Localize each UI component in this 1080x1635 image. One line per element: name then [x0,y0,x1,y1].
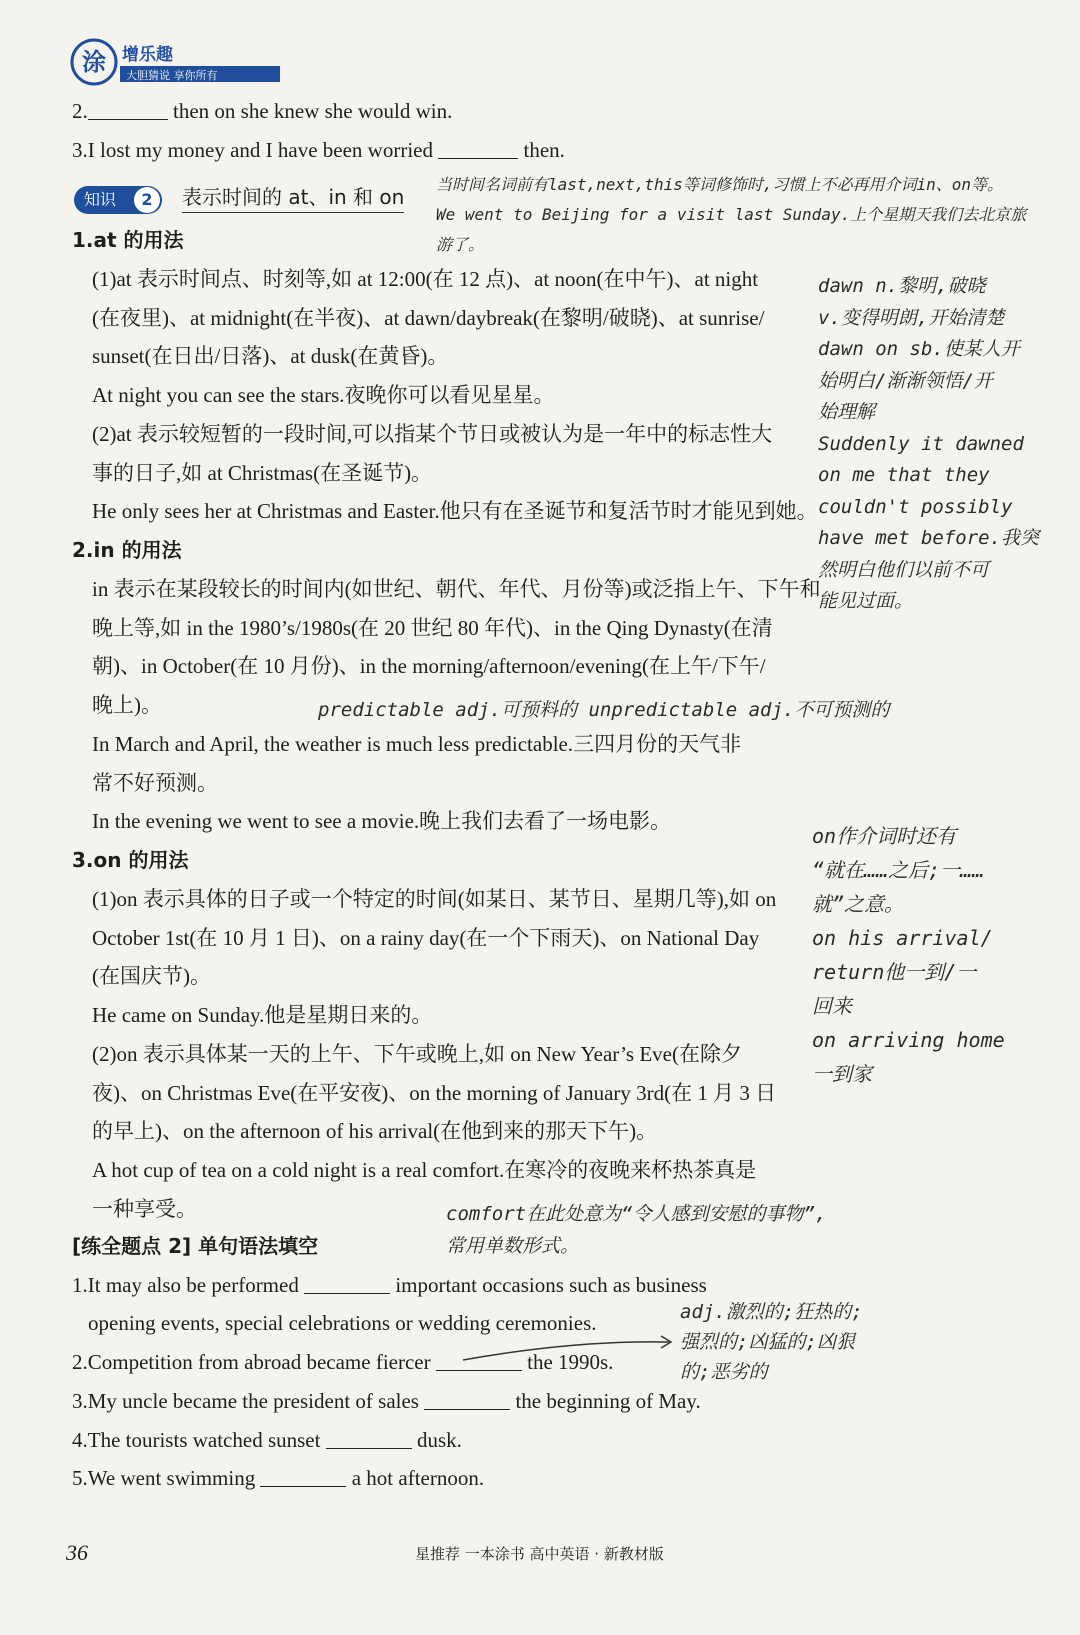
body-line: In the evening we went to see a movie.晚上我们去看了一场电影。 [92,809,672,834]
body-line: (1)at 表示时间点、时刻等,如 at 12:00(在 12 点)、at noon(在中午)、at night [92,266,759,291]
handwritten-note-line: adj.激烈的;狂热的; [680,1301,863,1323]
body-line: 朝)、in October(在 10 月份)、in the morning/afternoon/evening(在上午/下午/ [92,654,766,679]
note-top-1: 当时间名词前有last,next,this等词修饰时,习惯上不必再用介词in、on等。 [436,175,1004,194]
handwritten-note-line: 强烈的;凶猛的;凶狠 [680,1331,855,1353]
top-line-2 [72,96,452,126]
note-top-3: 游了。 [436,235,485,254]
handwritten-note-line: on作介词时还有 [812,824,957,848]
practice-text: 3.My uncle became the president of sales [72,1389,425,1413]
practice-text: 5.We went swimming [72,1466,261,1490]
handwritten-note-line: 能见过面。 [818,590,914,612]
practice-text: 1.It may also be performed [72,1273,305,1297]
handwritten-note-line: 一到家 [812,1062,872,1086]
practice-item [72,1463,484,1493]
body-line: October 1st(在 10 月 1 日)、on a rainy day(在一个下雨天)、on National Day [92,925,760,950]
handwritten-note-line: dawn n.黎明,破晓 [818,275,986,297]
section-title: 表示时间的 at、in 和 on [182,182,404,213]
body-line: At night you can see the stars.夜晚你可以看见星星。 [92,383,555,407]
body-line: 夜)、on Christmas Eve(在平安夜)、on the morning of January 3rd(在 1 月 3 日 [92,1080,777,1105]
section-badge [74,186,162,214]
practice-text: a hot afternoon. [346,1466,485,1490]
body-line: In March and April, the weather is much less predictable.三四月份的天气非 [92,731,742,756]
body-line: A hot cup of tea on a cold night is a real comfort.在寒冷的夜晚来杯热茶真是 [92,1158,757,1182]
handwritten-note-line: have met before.我突 [818,527,1040,549]
body-line: 晚上)。 [92,693,162,717]
handwritten-note-line: on arriving home [812,1028,1005,1052]
body-line: (在夜里)、at midnight(在半夜)、at dawn/daybreak(在黎明/破晓)、at sunrise/ [92,305,765,330]
logo-subtitle: 大胆猜说 享你所有 [126,69,218,82]
answer-blank[interactable] [326,1430,412,1449]
note-top-2: We went to Beijing for a visit last Sunday.上个星期天我们去北京旅 [436,205,1027,224]
line-text: then. [518,138,565,162]
line-text: I lost my money and I have been worried [87,138,439,162]
practice-text: 2.Competition from abroad became fiercer [72,1350,436,1374]
handwritten-note-line: 的;恶劣的 [680,1361,768,1383]
top-line-3 [72,135,565,165]
footer-text: 星推荐 一本涂书 高中英语 · 新教材版 [415,1545,664,1563]
answer-blank[interactable] [438,140,518,159]
handwritten-note-line: v.变得明朗,开始清楚 [818,306,1005,329]
badge-number: 2 [134,187,160,213]
body-line: 常不好预测。 [92,770,218,795]
logo [70,36,290,88]
answer-blank[interactable] [424,1391,510,1410]
answer-blank[interactable] [260,1468,346,1487]
body-line: (2)at 表示较短暂的一段时间,可以指某个节日或被认为是一年中的标志性大 [92,421,773,446]
body-line: sunset(在日出/日落)、at dusk(在黄昏)。 [92,344,449,369]
practice-text: important occasions such as business [390,1273,707,1297]
body-line: (2)on 表示具体某一天的上午、下午或晚上,如 on New Year’s Eve(在除夕 [92,1041,742,1066]
practice-text: the 1990s. [521,1350,614,1374]
body-line: 晚上等,如 in the 1980’s/1980s(在 20 世纪 80 年代)、in the Qing Dynasty(在清 [92,615,773,640]
body-line: 3.on 的用法 [72,848,189,872]
practice-item [72,1425,462,1455]
page-number: 36 [66,1540,88,1565]
practice-title: [练全题点 2] 单句语法填空 [72,1234,319,1258]
practice-text: 4.The tourists watched sunset [72,1428,326,1452]
body-line: 2.in 的用法 [72,538,182,562]
handwritten-note-line: 然明白他们以前不可 [818,558,990,581]
handwritten-note-line: “就在……之后;一…… [812,858,985,882]
body-line: (1)on 表示具体的日子或一个特定的时间(如某日、某节日、星期几等),如 on [92,886,777,911]
line-text: then on she knew she would win. [167,99,453,123]
body-line: He only sees her at Christmas and Easter.他只有在圣诞节和复活节时才能见到她。 [92,499,818,524]
body-line: 1.at 的用法 [72,228,184,252]
handwritten-note-line: 就”之意。 [812,892,905,916]
practice-text: opening events, special celebrations or wedding ceremonies. [88,1311,597,1335]
body-line: 一种享受。 [92,1196,197,1221]
handwritten-note-line: 始理解 [818,401,876,423]
arrow-annotation [455,1330,685,1370]
body-line: He came on Sunday.他是星期日来的。 [92,1003,433,1027]
body-line: in 表示在某段较长的时间内(如世纪、朝代、年代、月份等)或泛指上午、下午和 [92,576,821,601]
handwritten-note-line: on me that they [818,464,990,486]
handwritten-note-line: 常用单数形式。 [446,1235,580,1257]
handwritten-note-line: dawn on sb.使某人开 [818,338,1020,360]
practice-item [72,1270,707,1300]
body-line: 事的日子,如 at Christmas(在圣诞节)。 [92,460,433,485]
note-predictable: predictable adj.可预料的 unpredictable adj.不可预测的 [318,699,890,721]
item-number: 3. [72,138,88,162]
practice-text: dusk. [411,1428,462,1452]
handwritten-note-line: comfort在此处意为“令人感到安慰的事物”, [446,1203,827,1225]
answer-blank[interactable] [88,101,168,120]
practice-item [72,1386,701,1416]
svg-text:涂: 涂 [82,48,106,76]
answer-blank[interactable] [304,1275,390,1294]
handwritten-note-line: Suddenly it dawned [818,432,1024,455]
handwritten-note-line: on his arrival/ [812,926,993,950]
logo-title: 增乐趣 [122,45,173,65]
handwritten-note-line: return他一到/一 [812,960,977,984]
handwritten-note-line: 回来 [812,994,852,1018]
body-line: (在国庆节)。 [92,964,211,989]
handwritten-note-line: couldn't possibly [818,495,1013,518]
practice-text: the beginning of May. [510,1389,701,1413]
badge-label: 知识 [84,190,117,209]
handwritten-note-line: 始明白/渐渐领悟/开 [818,369,993,392]
body-line: 的早上)、on the afternoon of his arrival(在他到来的那天下午)。 [92,1119,658,1144]
item-number: 2. [72,99,88,123]
